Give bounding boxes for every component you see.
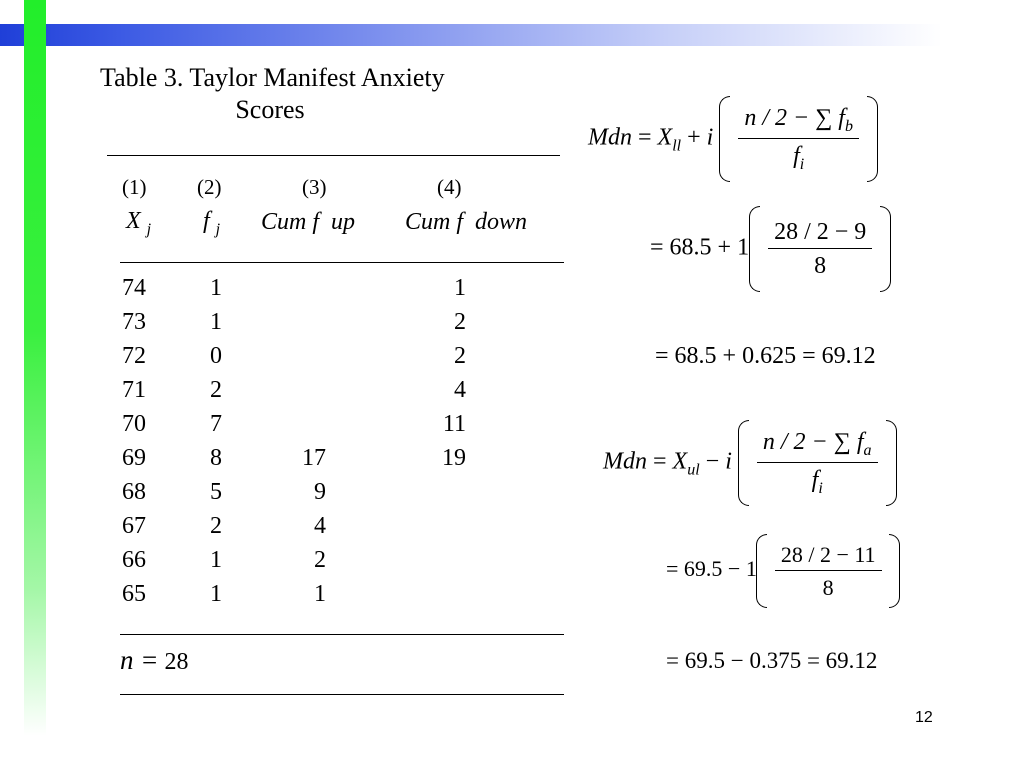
cell-x: 70	[122, 411, 146, 437]
top-accent-bar	[0, 24, 1024, 46]
cell-f: 1	[210, 581, 222, 607]
f4-numerator-text: n / 2 − ∑ f	[762, 428, 864, 455]
median-result-2: = 69.5 − 0.375 = 69.12	[666, 648, 878, 673]
median-substitution-1	[650, 206, 891, 292]
f5-prefix: = 69.5 − 1	[666, 556, 757, 582]
f4-x-subscript: ul	[687, 461, 700, 479]
header-f-symbol: f	[203, 208, 210, 234]
cell-x: 72	[122, 343, 146, 369]
left-paren-icon	[749, 206, 760, 292]
median-result-1: = 68.5 + 0.625 = 69.12	[655, 343, 876, 369]
right-paren-icon	[886, 420, 897, 506]
table-top-rule	[107, 155, 560, 156]
f5-denominator: 8	[775, 570, 882, 601]
table-title	[100, 62, 445, 126]
total-n-value: 28	[164, 649, 189, 675]
f4-op: −	[705, 448, 720, 475]
f1-numerator-text: n / 2 − ∑ f	[744, 104, 845, 131]
cell-x: 68	[122, 479, 146, 505]
body-bottom-rule	[120, 634, 564, 635]
f1-lhs: Mdn	[588, 124, 632, 151]
cell-f: 2	[210, 377, 222, 403]
f4-numerator	[757, 429, 878, 462]
cell-f: 1	[210, 275, 222, 301]
cell-f: 1	[210, 547, 222, 573]
f1-x: X	[657, 124, 673, 151]
page-number: 12	[915, 709, 933, 726]
f4-x: X	[672, 448, 688, 475]
f1-fraction	[738, 105, 859, 174]
header-rule	[120, 262, 564, 263]
cell-x: 74	[122, 275, 146, 301]
cell-f: 5	[210, 479, 222, 505]
median-substitution-2	[666, 534, 900, 608]
f2-fraction	[768, 219, 872, 280]
f5-numerator: 28 / 2 − 11	[780, 541, 876, 567]
right-paren-icon	[889, 534, 900, 608]
f4-denominator-subscript: i	[818, 479, 823, 497]
cell-cum-up: 2	[314, 547, 326, 573]
f4-denominator-text: f	[811, 466, 819, 493]
cell-f: 8	[210, 445, 222, 471]
total-n-label: n =	[120, 645, 159, 675]
f1-i: i	[706, 124, 714, 151]
table-title-line2: Scores	[235, 95, 305, 124]
f4-eq: =	[653, 448, 667, 475]
header-x	[126, 207, 151, 244]
f1-eq: =	[638, 124, 652, 151]
right-paren-icon	[867, 96, 878, 182]
f1-numerator	[738, 105, 859, 138]
f4-lhs: Mdn	[603, 448, 647, 475]
median-formula-lower-limit	[588, 96, 878, 182]
table-title-line1: Table 3. Taylor Manifest Anxiety	[100, 63, 445, 92]
header-cum-down: Cum f down	[405, 209, 528, 235]
total-n	[120, 646, 188, 676]
f1-op: +	[687, 124, 701, 151]
header-f	[203, 207, 220, 244]
header-f-subscript: j	[215, 221, 221, 238]
cell-cum-down: 2	[454, 343, 466, 369]
header-cum-up: Cum f up	[261, 209, 356, 235]
cell-cum-down: 19	[442, 445, 466, 471]
f2-prefix: = 68.5 + 1	[650, 234, 750, 261]
f1-denominator-text: f	[793, 142, 800, 169]
cell-cum-down: 2	[454, 309, 466, 335]
col-number-1: (1)	[122, 175, 147, 199]
right-paren-icon	[880, 206, 891, 292]
cell-f: 7	[210, 411, 222, 437]
table-bottom-rule	[120, 694, 564, 695]
f5-fraction	[775, 542, 882, 601]
col-number-4: (4)	[437, 175, 462, 199]
cell-cum-up: 4	[314, 513, 326, 539]
cell-f: 2	[210, 513, 222, 539]
cell-f: 1	[210, 309, 222, 335]
header-x-subscript: j	[146, 221, 152, 238]
f4-fraction	[757, 429, 878, 498]
col-number-2: (2)	[197, 175, 222, 199]
f4-numerator-subscript: a	[863, 441, 872, 459]
cell-x: 69	[122, 445, 146, 471]
cell-cum-up: 1	[314, 581, 326, 607]
left-paren-icon	[738, 420, 749, 506]
cell-x: 71	[122, 377, 146, 403]
cell-x: 66	[122, 547, 146, 573]
cell-cum-down: 11	[442, 411, 466, 437]
f4-denominator	[757, 462, 878, 498]
cell-f: 0	[210, 343, 222, 369]
col-number-3: (3)	[302, 175, 327, 199]
cell-cum-down: 1	[454, 275, 466, 301]
f1-denominator-subscript: i	[799, 155, 805, 173]
cell-cum-up: 17	[302, 445, 326, 471]
header-x-symbol: X	[126, 208, 141, 234]
f1-denominator	[738, 138, 859, 174]
cell-cum-down: 4	[454, 377, 466, 403]
f1-numerator-subscript: b	[844, 117, 853, 135]
median-formula-upper-limit	[603, 420, 897, 506]
cell-x: 73	[122, 309, 146, 335]
cell-x: 67	[122, 513, 146, 539]
left-paren-icon	[756, 534, 767, 608]
f2-numerator: 28 / 2 − 9	[774, 218, 867, 245]
cell-cum-up: 9	[314, 479, 326, 505]
cell-x: 65	[122, 581, 146, 607]
f1-x-subscript: ll	[672, 137, 682, 155]
left-paren-icon	[719, 96, 730, 182]
f2-denominator: 8	[768, 248, 872, 280]
f4-i: i	[725, 448, 732, 475]
left-accent-bar	[24, 0, 46, 736]
